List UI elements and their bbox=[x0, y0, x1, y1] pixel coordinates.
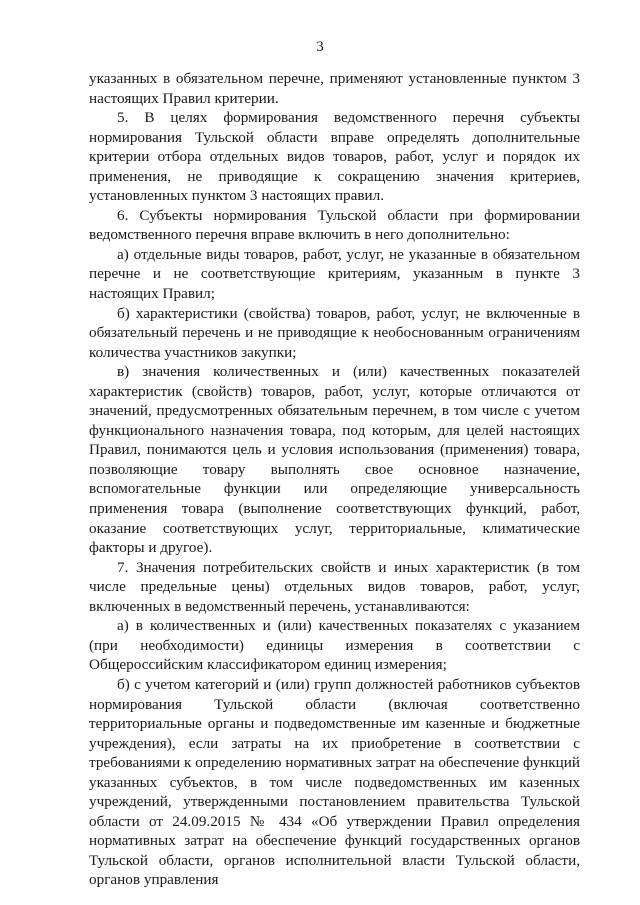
paragraph-continuation: указанных в обязательном перечне, применяют установленные пунктом 3 настоящих Правил критерии. bbox=[89, 70, 580, 107]
page-number: 3 bbox=[316, 39, 324, 55]
paragraph-item-7b: б) с учетом категорий и (или) групп должностей работников субъектов нормирования Тульской области (включая соответственно территориальные органы и подведомственные им казенные и бюджетные учреждения), если затраты на их приобретение в соответствии с требованиями к определению нормативных затрат на обеспечение функций указанных субъектов, в том числе подведомственных им казенных учреждений, утвержденными постановлением правительства Тульской области от 24.09.2015 № 434 «Об утверждении Правил определения нормативных затрат на обеспечение функций государственных органов Тульской области, органов исполнительной власти Тульской области, органов управления bbox=[89, 675, 580, 889]
document-body bbox=[89, 69, 580, 890]
paragraph-item-6b: б) характеристики (свойства) товаров, работ, услуг, не включенные в обязательный перечень и не приводящие к необоснованным ограничениям количества участников закупки; bbox=[89, 304, 580, 361]
paragraph-item-6v: в) значения количественных и (или) качественных показателей характеристик (свойств) товаров, работ, услуг, которые отличаются от значений, предусмотренных обязательным перечнем, в том числе с учетом функционального назначения товара, под которым, для целей настоящих Правил, понимаются цель и условия использования (применения) товара, позволяющие товару выполнять свое основное назначение, вспомогательные функции или определяющие универсальность применения товара (выполнение соответствующих функций, работ, оказание соответствующих услуг, территориальные, климатические факторы и другое). bbox=[89, 363, 580, 557]
paragraph-item-7: 7. Значения потребительских свойств и иных характеристик (в том числе предельные цены) отдельных видов товаров, работ, услуг, включенных в ведомственный перечень, устанавливаются: bbox=[89, 558, 580, 615]
paragraph-item-5: 5. В целях формирования ведомственного перечня субъекты нормирования Тульской области вправе определять дополнительные критерии отбора отдельных видов товаров, работ, услуг и порядок их применения, не приводящие к сокращению значения критериев, установленных пунктом 3 настоящих правил. bbox=[89, 109, 580, 205]
paragraph-item-6a: а) отдельные виды товаров, работ, услуг, не указанные в обязательном перечне и не соответствующие критериям, указанным в пункте 3 настоящих Правил; bbox=[89, 245, 580, 303]
paragraph-item-6: 6. Субъекты нормирования Тульской области при формировании ведомственного перечня вправе включить в него дополнительно: bbox=[89, 206, 580, 244]
paragraph-item-7a: а) в количественных и (или) качественных показателях с указанием (при необходимости) единицы измерения в соответствии с Общероссийским классификатором единиц измерения; bbox=[89, 617, 580, 674]
